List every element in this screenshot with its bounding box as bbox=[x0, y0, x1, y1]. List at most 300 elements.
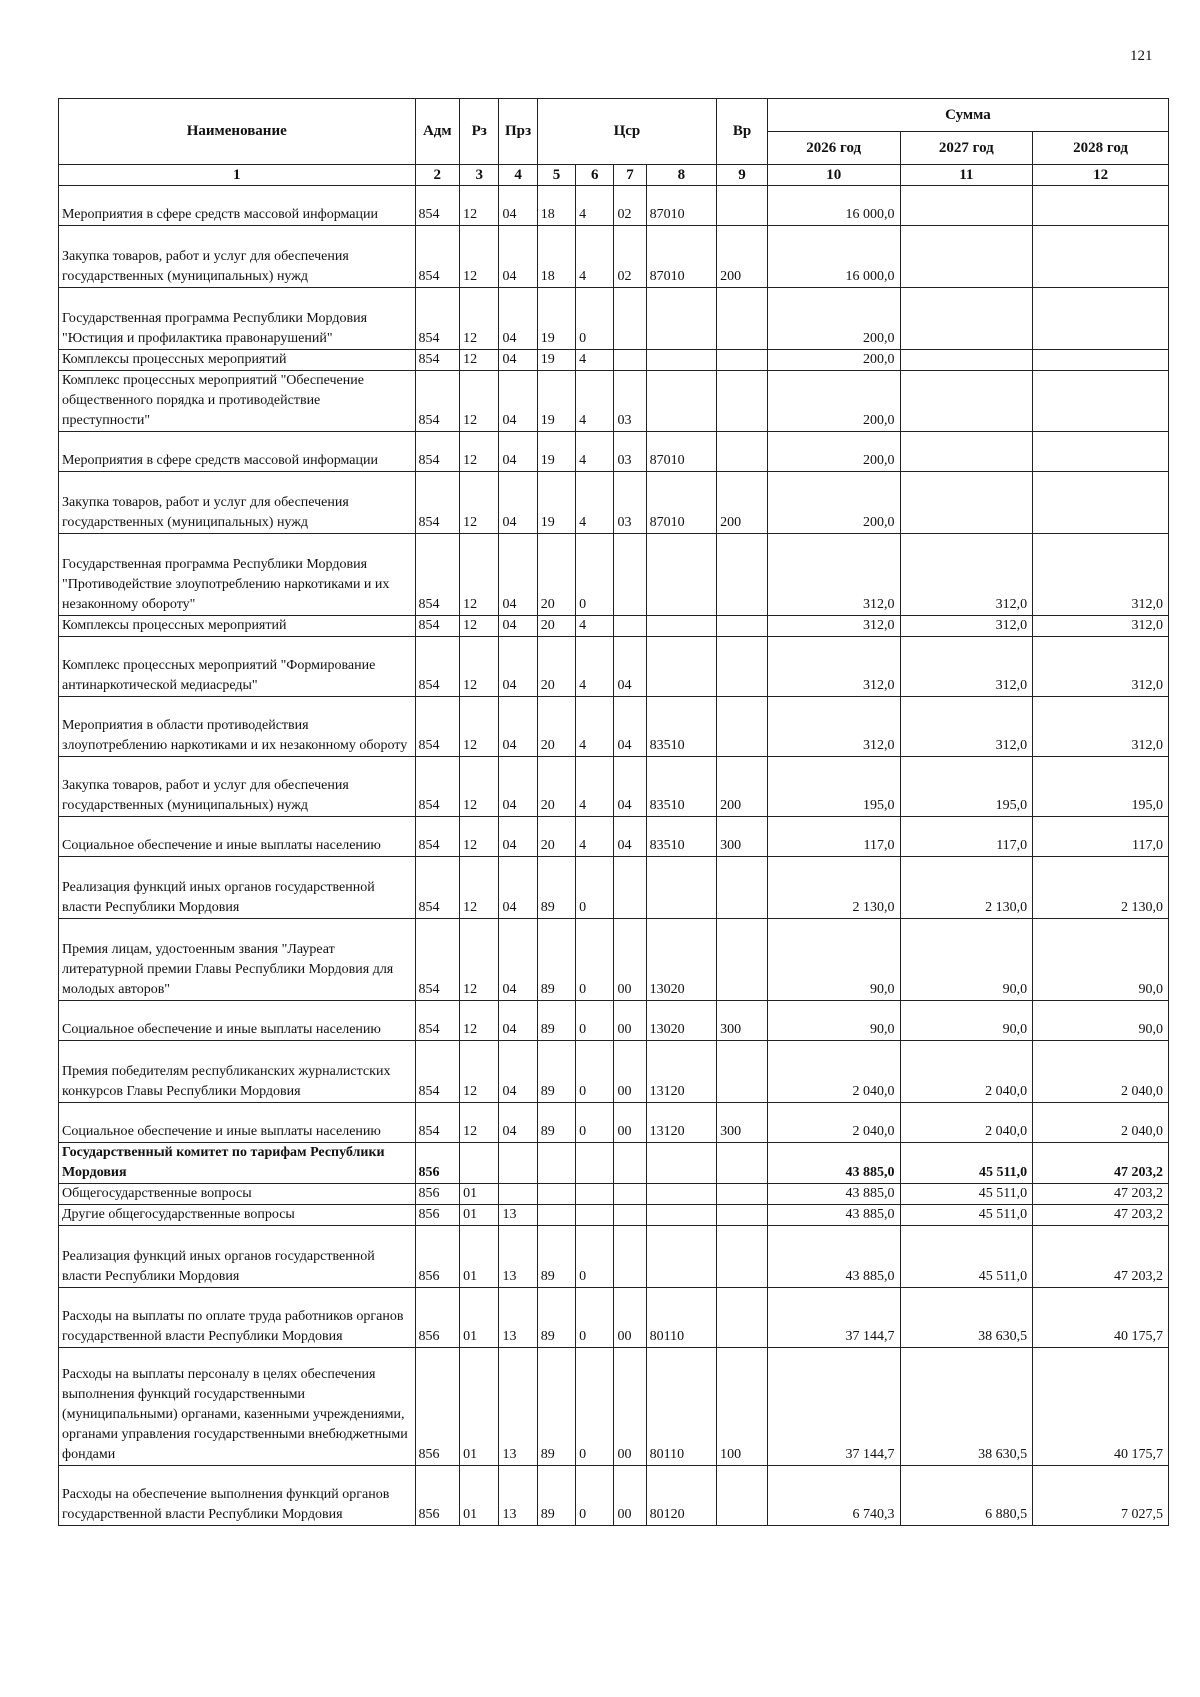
row-sum-2028: 117,0 bbox=[1033, 817, 1169, 857]
row-adm: 854 bbox=[415, 1001, 460, 1041]
row-csr-program: 19 bbox=[537, 371, 575, 432]
row-sum-2026: 117,0 bbox=[767, 817, 900, 857]
header-year-2027: 2027 год bbox=[900, 132, 1033, 165]
row-adm: 854 bbox=[415, 637, 460, 697]
row-csr-direction: 83510 bbox=[646, 757, 717, 817]
row-prz: 04 bbox=[499, 817, 537, 857]
row-vr bbox=[717, 637, 768, 697]
row-name: Реализация функций иных органов государственной власти Республики Мордовия bbox=[59, 1226, 416, 1288]
row-sum-2028: 312,0 bbox=[1033, 637, 1169, 697]
table-row bbox=[59, 1226, 1169, 1288]
row-csr-direction bbox=[646, 857, 717, 919]
row-adm: 854 bbox=[415, 757, 460, 817]
row-csr-direction: 13120 bbox=[646, 1041, 717, 1103]
row-sum-2026: 43 885,0 bbox=[767, 1143, 900, 1184]
row-csr-program: 19 bbox=[537, 350, 575, 371]
table-row bbox=[59, 697, 1169, 757]
row-vr bbox=[717, 350, 768, 371]
row-name: Мероприятия в сфере средств массовой информации bbox=[59, 432, 416, 472]
row-name: Комплексы процессных мероприятий bbox=[59, 350, 416, 371]
row-csr-struct: 04 bbox=[614, 817, 646, 857]
column-number: 12 bbox=[1033, 165, 1169, 186]
header-csr: Цср bbox=[537, 99, 716, 165]
row-csr-struct bbox=[614, 1184, 646, 1205]
table-row bbox=[59, 472, 1169, 534]
row-csr-direction: 80110 bbox=[646, 1288, 717, 1348]
row-rz: 12 bbox=[460, 472, 499, 534]
row-rz: 12 bbox=[460, 1001, 499, 1041]
table-row bbox=[59, 432, 1169, 472]
row-csr-type: 4 bbox=[576, 757, 614, 817]
row-csr-type: 0 bbox=[576, 1288, 614, 1348]
row-csr-struct bbox=[614, 288, 646, 350]
row-vr: 300 bbox=[717, 1001, 768, 1041]
row-adm: 856 bbox=[415, 1205, 460, 1226]
row-csr-struct: 00 bbox=[614, 1041, 646, 1103]
row-sum-2028: 2 040,0 bbox=[1033, 1041, 1169, 1103]
row-vr bbox=[717, 857, 768, 919]
row-csr-direction bbox=[646, 616, 717, 637]
column-number: 1 bbox=[59, 165, 416, 186]
row-csr-type: 4 bbox=[576, 697, 614, 757]
row-prz: 13 bbox=[499, 1466, 537, 1526]
row-sum-2026: 6 740,3 bbox=[767, 1466, 900, 1526]
row-sum-2027: 312,0 bbox=[900, 616, 1033, 637]
row-sum-2026: 200,0 bbox=[767, 432, 900, 472]
row-vr: 100 bbox=[717, 1348, 768, 1466]
table-row bbox=[59, 1184, 1169, 1205]
row-csr-type: 4 bbox=[576, 432, 614, 472]
table-row bbox=[59, 1041, 1169, 1103]
row-adm: 854 bbox=[415, 817, 460, 857]
row-sum-2027: 117,0 bbox=[900, 817, 1033, 857]
row-csr-type: 0 bbox=[576, 919, 614, 1001]
row-name: Премия лицам, удостоенным звания "Лауреат литературной премии Главы Республики Мордовия для молодых авторов" bbox=[59, 919, 416, 1001]
row-rz: 12 bbox=[460, 186, 499, 226]
header-sum: Сумма bbox=[767, 99, 1168, 132]
row-sum-2028: 47 203,2 bbox=[1033, 1226, 1169, 1288]
row-name: Социальное обеспечение и иные выплаты населению bbox=[59, 1001, 416, 1041]
row-csr-struct: 03 bbox=[614, 371, 646, 432]
column-number: 5 bbox=[537, 165, 575, 186]
row-csr-struct: 03 bbox=[614, 432, 646, 472]
row-vr bbox=[717, 919, 768, 1001]
row-name: Комплексы процессных мероприятий bbox=[59, 616, 416, 637]
table-row bbox=[59, 757, 1169, 817]
row-sum-2028: 2 040,0 bbox=[1033, 1103, 1169, 1143]
table-row bbox=[59, 534, 1169, 616]
row-name: Мероприятия в сфере средств массовой информации bbox=[59, 186, 416, 226]
row-sum-2026: 90,0 bbox=[767, 919, 900, 1001]
row-csr-struct bbox=[614, 350, 646, 371]
row-sum-2027 bbox=[900, 350, 1033, 371]
row-adm: 854 bbox=[415, 1041, 460, 1103]
row-name: Закупка товаров, работ и услуг для обеспечения государственных (муниципальных) нужд bbox=[59, 757, 416, 817]
row-vr: 300 bbox=[717, 1103, 768, 1143]
row-csr-struct: 03 bbox=[614, 472, 646, 534]
row-vr bbox=[717, 288, 768, 350]
column-number: 9 bbox=[717, 165, 768, 186]
row-sum-2026: 43 885,0 bbox=[767, 1205, 900, 1226]
row-sum-2028: 47 203,2 bbox=[1033, 1143, 1169, 1184]
row-sum-2026: 312,0 bbox=[767, 534, 900, 616]
row-csr-program bbox=[537, 1143, 575, 1184]
row-csr-program: 20 bbox=[537, 697, 575, 757]
header-name: Наименование bbox=[59, 99, 416, 165]
column-number: 8 bbox=[646, 165, 717, 186]
row-prz: 04 bbox=[499, 637, 537, 697]
row-vr bbox=[717, 616, 768, 637]
row-rz: 12 bbox=[460, 432, 499, 472]
row-sum-2027: 195,0 bbox=[900, 757, 1033, 817]
row-sum-2027: 2 130,0 bbox=[900, 857, 1033, 919]
row-csr-struct: 00 bbox=[614, 1288, 646, 1348]
row-prz: 04 bbox=[499, 288, 537, 350]
row-sum-2028: 312,0 bbox=[1033, 534, 1169, 616]
row-name: Реализация функций иных органов государственной власти Республики Мордовия bbox=[59, 857, 416, 919]
row-sum-2028 bbox=[1033, 288, 1169, 350]
row-name: Расходы на выплаты персоналу в целях обеспечения выполнения функций государственными (муниципальными) органами, казенными учреждениями, органами управления государственными внебюджетными фондами bbox=[59, 1348, 416, 1466]
table-row bbox=[59, 1001, 1169, 1041]
row-sum-2028: 90,0 bbox=[1033, 1001, 1169, 1041]
header-year-2028: 2028 год bbox=[1033, 132, 1169, 165]
row-prz: 04 bbox=[499, 1103, 537, 1143]
row-sum-2026: 200,0 bbox=[767, 350, 900, 371]
row-csr-type: 4 bbox=[576, 637, 614, 697]
row-vr bbox=[717, 1466, 768, 1526]
row-sum-2027: 90,0 bbox=[900, 1001, 1033, 1041]
row-rz: 12 bbox=[460, 616, 499, 637]
row-csr-struct bbox=[614, 1143, 646, 1184]
row-sum-2027: 90,0 bbox=[900, 919, 1033, 1001]
row-sum-2028: 40 175,7 bbox=[1033, 1288, 1169, 1348]
row-rz: 12 bbox=[460, 919, 499, 1001]
row-rz: 01 bbox=[460, 1348, 499, 1466]
row-sum-2027: 38 630,5 bbox=[900, 1348, 1033, 1466]
row-rz: 12 bbox=[460, 697, 499, 757]
row-csr-type: 4 bbox=[576, 226, 614, 288]
row-csr-type bbox=[576, 1143, 614, 1184]
row-sum-2028 bbox=[1033, 472, 1169, 534]
row-prz: 13 bbox=[499, 1348, 537, 1466]
row-rz: 01 bbox=[460, 1466, 499, 1526]
row-csr-program: 20 bbox=[537, 757, 575, 817]
row-prz: 04 bbox=[499, 226, 537, 288]
row-vr: 200 bbox=[717, 226, 768, 288]
row-name: Комплекс процессных мероприятий "Формирование антинаркотической медиасреды" bbox=[59, 637, 416, 697]
row-sum-2028 bbox=[1033, 226, 1169, 288]
row-name: Социальное обеспечение и иные выплаты населению bbox=[59, 1103, 416, 1143]
table-row bbox=[59, 350, 1169, 371]
row-rz: 12 bbox=[460, 534, 499, 616]
row-adm: 856 bbox=[415, 1466, 460, 1526]
row-vr bbox=[717, 1184, 768, 1205]
row-csr-struct: 00 bbox=[614, 1466, 646, 1526]
table-row bbox=[59, 1348, 1169, 1466]
row-adm: 856 bbox=[415, 1348, 460, 1466]
row-csr-struct bbox=[614, 616, 646, 637]
row-prz: 04 bbox=[499, 697, 537, 757]
row-csr-struct: 04 bbox=[614, 757, 646, 817]
row-sum-2026: 90,0 bbox=[767, 1001, 900, 1041]
row-sum-2028 bbox=[1033, 371, 1169, 432]
row-sum-2026: 43 885,0 bbox=[767, 1226, 900, 1288]
row-sum-2028: 47 203,2 bbox=[1033, 1184, 1169, 1205]
row-adm: 856 bbox=[415, 1143, 460, 1184]
row-csr-direction bbox=[646, 350, 717, 371]
row-adm: 854 bbox=[415, 472, 460, 534]
row-sum-2026: 312,0 bbox=[767, 697, 900, 757]
row-csr-type: 4 bbox=[576, 817, 614, 857]
row-csr-type: 0 bbox=[576, 288, 614, 350]
row-sum-2027 bbox=[900, 186, 1033, 226]
row-name: Закупка товаров, работ и услуг для обеспечения государственных (муниципальных) нужд bbox=[59, 472, 416, 534]
row-adm: 854 bbox=[415, 371, 460, 432]
table-row bbox=[59, 288, 1169, 350]
row-vr bbox=[717, 1288, 768, 1348]
row-sum-2028: 312,0 bbox=[1033, 697, 1169, 757]
table-row bbox=[59, 919, 1169, 1001]
table-row bbox=[59, 1103, 1169, 1143]
row-sum-2026: 200,0 bbox=[767, 472, 900, 534]
row-csr-direction: 13020 bbox=[646, 1001, 717, 1041]
row-sum-2027: 45 511,0 bbox=[900, 1184, 1033, 1205]
row-csr-direction: 87010 bbox=[646, 186, 717, 226]
column-number: 4 bbox=[499, 165, 537, 186]
row-csr-program: 89 bbox=[537, 1466, 575, 1526]
row-csr-type: 0 bbox=[576, 1348, 614, 1466]
row-csr-direction: 80120 bbox=[646, 1466, 717, 1526]
row-csr-type: 0 bbox=[576, 1226, 614, 1288]
row-vr bbox=[717, 432, 768, 472]
row-sum-2027: 45 511,0 bbox=[900, 1205, 1033, 1226]
row-csr-direction bbox=[646, 1226, 717, 1288]
row-adm: 854 bbox=[415, 697, 460, 757]
row-sum-2028: 7 027,5 bbox=[1033, 1466, 1169, 1526]
budget-table bbox=[58, 98, 1169, 1526]
row-csr-program: 19 bbox=[537, 288, 575, 350]
row-vr: 200 bbox=[717, 757, 768, 817]
row-sum-2028: 2 130,0 bbox=[1033, 857, 1169, 919]
row-csr-direction: 13120 bbox=[646, 1103, 717, 1143]
column-number: 3 bbox=[460, 165, 499, 186]
row-sum-2027 bbox=[900, 472, 1033, 534]
row-csr-struct: 00 bbox=[614, 1001, 646, 1041]
row-prz: 04 bbox=[499, 757, 537, 817]
row-rz: 12 bbox=[460, 857, 499, 919]
table-body bbox=[59, 186, 1169, 1526]
header-vr: Вр bbox=[717, 99, 768, 165]
row-sum-2026: 2 130,0 bbox=[767, 857, 900, 919]
row-sum-2026: 195,0 bbox=[767, 757, 900, 817]
row-csr-type: 4 bbox=[576, 371, 614, 432]
row-adm: 854 bbox=[415, 350, 460, 371]
row-csr-program: 89 bbox=[537, 1348, 575, 1466]
row-csr-program: 20 bbox=[537, 616, 575, 637]
row-name: Общегосударственные вопросы bbox=[59, 1184, 416, 1205]
row-csr-struct: 00 bbox=[614, 1103, 646, 1143]
table-row bbox=[59, 1205, 1169, 1226]
row-csr-type: 0 bbox=[576, 1001, 614, 1041]
table-row bbox=[59, 1143, 1169, 1184]
row-sum-2028: 40 175,7 bbox=[1033, 1348, 1169, 1466]
row-sum-2027: 38 630,5 bbox=[900, 1288, 1033, 1348]
row-vr bbox=[717, 371, 768, 432]
row-prz: 04 bbox=[499, 350, 537, 371]
header-adm: Адм bbox=[415, 99, 460, 165]
row-rz: 12 bbox=[460, 757, 499, 817]
row-adm: 856 bbox=[415, 1288, 460, 1348]
row-csr-type: 4 bbox=[576, 186, 614, 226]
row-csr-type: 0 bbox=[576, 1041, 614, 1103]
row-prz: 04 bbox=[499, 186, 537, 226]
row-csr-direction: 83510 bbox=[646, 697, 717, 757]
row-vr bbox=[717, 1226, 768, 1288]
row-sum-2028 bbox=[1033, 432, 1169, 472]
row-sum-2026: 43 885,0 bbox=[767, 1184, 900, 1205]
row-rz: 01 bbox=[460, 1226, 499, 1288]
row-csr-program: 89 bbox=[537, 1041, 575, 1103]
table-row bbox=[59, 857, 1169, 919]
row-csr-type bbox=[576, 1205, 614, 1226]
row-csr-direction: 87010 bbox=[646, 432, 717, 472]
row-prz bbox=[499, 1184, 537, 1205]
row-sum-2027: 312,0 bbox=[900, 534, 1033, 616]
table-row bbox=[59, 637, 1169, 697]
row-rz: 12 bbox=[460, 1103, 499, 1143]
row-csr-struct bbox=[614, 534, 646, 616]
row-csr-program: 89 bbox=[537, 919, 575, 1001]
row-rz: 12 bbox=[460, 1041, 499, 1103]
row-csr-program: 20 bbox=[537, 534, 575, 616]
row-prz: 04 bbox=[499, 371, 537, 432]
row-csr-program bbox=[537, 1184, 575, 1205]
row-rz: 01 bbox=[460, 1205, 499, 1226]
row-sum-2028 bbox=[1033, 350, 1169, 371]
row-sum-2028 bbox=[1033, 186, 1169, 226]
row-csr-direction: 13020 bbox=[646, 919, 717, 1001]
row-csr-struct bbox=[614, 857, 646, 919]
row-csr-program: 20 bbox=[537, 817, 575, 857]
row-prz: 04 bbox=[499, 616, 537, 637]
row-sum-2027 bbox=[900, 288, 1033, 350]
row-sum-2028: 47 203,2 bbox=[1033, 1205, 1169, 1226]
row-name: Государственная программа Республики Мордовия "Юстиция и профилактика правонарушений" bbox=[59, 288, 416, 350]
row-adm: 854 bbox=[415, 616, 460, 637]
table-row bbox=[59, 226, 1169, 288]
row-name: Государственный комитет по тарифам Республики Мордовия bbox=[59, 1143, 416, 1184]
row-sum-2026: 37 144,7 bbox=[767, 1288, 900, 1348]
row-sum-2028: 312,0 bbox=[1033, 616, 1169, 637]
row-csr-struct: 00 bbox=[614, 919, 646, 1001]
row-csr-struct: 04 bbox=[614, 637, 646, 697]
row-name: Государственная программа Республики Мордовия "Противодействие злоупотреблению наркотиками и их незаконному обороту" bbox=[59, 534, 416, 616]
row-csr-direction bbox=[646, 1205, 717, 1226]
table-row bbox=[59, 817, 1169, 857]
row-csr-program: 89 bbox=[537, 857, 575, 919]
row-csr-type: 4 bbox=[576, 472, 614, 534]
row-csr-direction bbox=[646, 1143, 717, 1184]
row-csr-program: 19 bbox=[537, 432, 575, 472]
row-csr-program: 20 bbox=[537, 637, 575, 697]
table-row bbox=[59, 371, 1169, 432]
row-csr-direction bbox=[646, 534, 717, 616]
table-row bbox=[59, 616, 1169, 637]
row-sum-2027 bbox=[900, 432, 1033, 472]
row-csr-type: 0 bbox=[576, 857, 614, 919]
row-sum-2027: 2 040,0 bbox=[900, 1103, 1033, 1143]
row-vr bbox=[717, 186, 768, 226]
row-csr-type bbox=[576, 1184, 614, 1205]
row-sum-2028: 195,0 bbox=[1033, 757, 1169, 817]
row-csr-program: 89 bbox=[537, 1288, 575, 1348]
row-csr-struct bbox=[614, 1226, 646, 1288]
row-adm: 854 bbox=[415, 534, 460, 616]
row-adm: 854 bbox=[415, 919, 460, 1001]
row-sum-2027 bbox=[900, 226, 1033, 288]
row-sum-2027: 312,0 bbox=[900, 637, 1033, 697]
row-rz: 12 bbox=[460, 371, 499, 432]
row-prz bbox=[499, 1143, 537, 1184]
row-adm: 854 bbox=[415, 1103, 460, 1143]
row-prz: 04 bbox=[499, 919, 537, 1001]
row-rz: 12 bbox=[460, 288, 499, 350]
page-number: 121 bbox=[1130, 48, 1153, 64]
row-vr: 200 bbox=[717, 472, 768, 534]
row-csr-program: 89 bbox=[537, 1226, 575, 1288]
row-csr-struct: 02 bbox=[614, 226, 646, 288]
row-sum-2027 bbox=[900, 371, 1033, 432]
column-number: 7 bbox=[614, 165, 646, 186]
row-prz: 13 bbox=[499, 1226, 537, 1288]
row-csr-program: 19 bbox=[537, 472, 575, 534]
row-prz: 04 bbox=[499, 857, 537, 919]
table-row bbox=[59, 1288, 1169, 1348]
row-vr bbox=[717, 1205, 768, 1226]
row-prz: 13 bbox=[499, 1288, 537, 1348]
row-csr-direction: 87010 bbox=[646, 226, 717, 288]
row-sum-2027: 45 511,0 bbox=[900, 1143, 1033, 1184]
row-adm: 856 bbox=[415, 1226, 460, 1288]
table-row bbox=[59, 186, 1169, 226]
row-sum-2027: 312,0 bbox=[900, 697, 1033, 757]
row-csr-direction bbox=[646, 371, 717, 432]
row-csr-struct: 02 bbox=[614, 186, 646, 226]
table-row bbox=[59, 1466, 1169, 1526]
row-adm: 854 bbox=[415, 226, 460, 288]
row-vr bbox=[717, 534, 768, 616]
row-sum-2026: 200,0 bbox=[767, 371, 900, 432]
row-name: Расходы на выплаты по оплате труда работников органов государственной власти Республики Мордовия bbox=[59, 1288, 416, 1348]
row-csr-type: 0 bbox=[576, 534, 614, 616]
row-name: Расходы на обеспечение выполнения функций органов государственной власти Республики Мордовия bbox=[59, 1466, 416, 1526]
row-csr-direction: 87010 bbox=[646, 472, 717, 534]
row-sum-2026: 16 000,0 bbox=[767, 186, 900, 226]
row-sum-2026: 2 040,0 bbox=[767, 1041, 900, 1103]
row-csr-direction: 83510 bbox=[646, 817, 717, 857]
row-csr-program: 89 bbox=[537, 1001, 575, 1041]
row-prz: 04 bbox=[499, 472, 537, 534]
row-sum-2026: 200,0 bbox=[767, 288, 900, 350]
row-csr-direction bbox=[646, 1184, 717, 1205]
row-csr-direction bbox=[646, 288, 717, 350]
header-rz: Рз bbox=[460, 99, 499, 165]
row-rz: 01 bbox=[460, 1288, 499, 1348]
header-prz: Прз bbox=[499, 99, 537, 165]
row-csr-struct: 00 bbox=[614, 1348, 646, 1466]
row-csr-type: 0 bbox=[576, 1103, 614, 1143]
row-rz bbox=[460, 1143, 499, 1184]
